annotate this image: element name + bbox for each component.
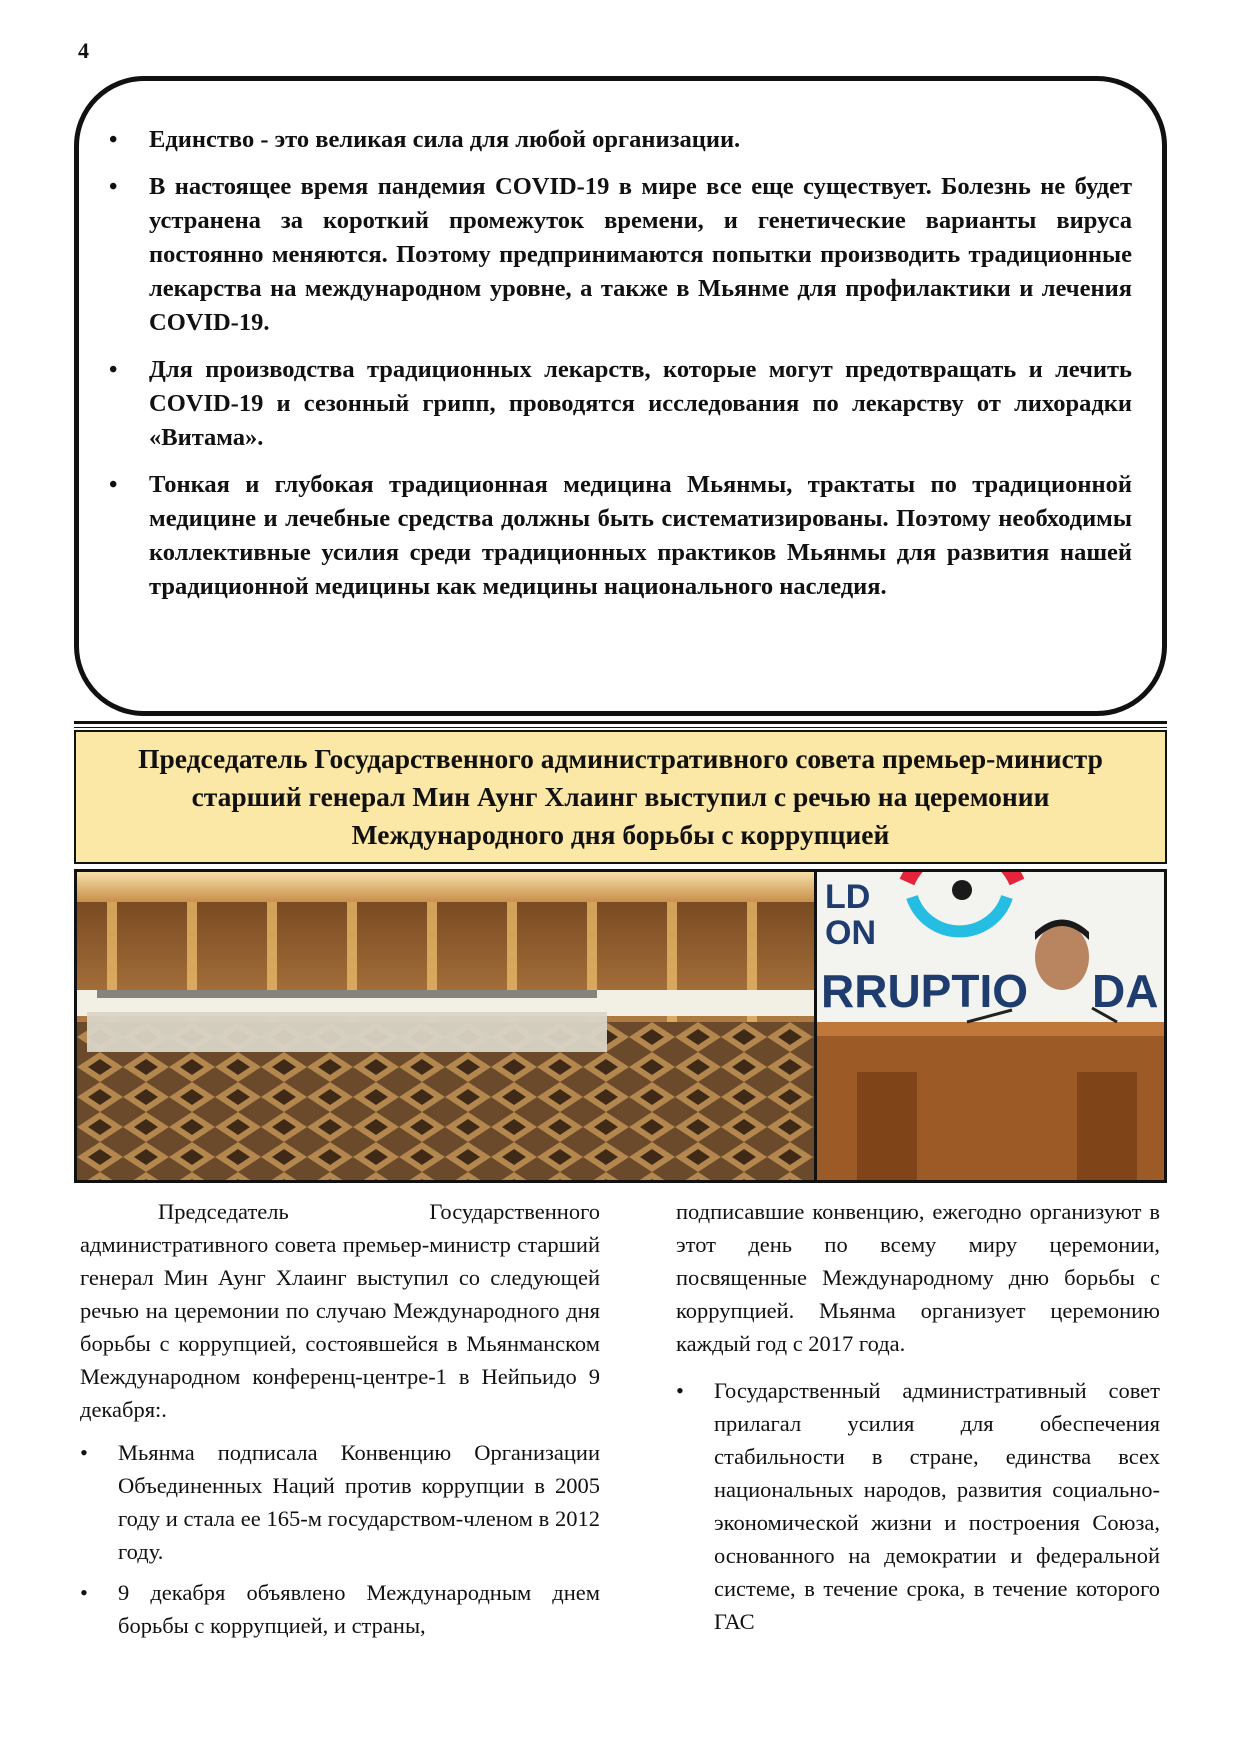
banner-text: RRUPTIO	[821, 965, 1028, 1017]
article-bullet-item: • Мьянма подписала Конвенцию Организации Объединенных Наций против коррупции в 2005 году и стала ее 165-м государством-членом в 2012 году.	[118, 1436, 600, 1568]
headline-box	[74, 730, 1167, 864]
article-intro-paragraph: Председатель Государственного административного совета премьер-министр старший генерал Мин Аунг Хлаинг выступил со следующей речью на церемонии по случаю Международного дня борьбы с коррупцией, состоявшейся в Мьянманском Международном конференц-центре-1 в Нейпьидо 9 декабря:.	[80, 1199, 600, 1422]
article-headline: Председатель Государственного административного совета премьер-министр старший генерал Мин Аунг Хлаинг выступил с речью на церемонии Международного дня борьбы с коррупцией	[138, 743, 1103, 850]
key-points-box	[74, 76, 1167, 716]
podium	[817, 1022, 1164, 1180]
key-points-list	[149, 123, 1132, 617]
article-column-left	[80, 1195, 600, 1650]
page-number: 4	[78, 38, 89, 63]
article-bullet-item: • 9 декабря объявлено Международным днем борьбы с коррупцией, и страны,	[118, 1576, 600, 1642]
key-point-item: • Единство - это великая сила для любой организации.	[149, 123, 1132, 157]
banner-text: DA	[1092, 965, 1159, 1017]
article-continuation-paragraph: подписавшие конвенцию, ежегодно организуют в этот день по всему миру церемонии, посвященные Международному дню борьбы с коррупцией. Мьянма организует церемонию каждый год с 2017 года.	[676, 1199, 1160, 1356]
key-point-item: • В настоящее время пандемия COVID-19 в мире все еще существует. Болезнь не будет устранена за короткий промежуток времени, и генетические варианты вируса постоянно меняются. Поэтому предпринимаются попытки производить традиционные лекарства на международном уровне, а также в Мьянме для профилактики и лечения COVID-19.	[149, 170, 1132, 340]
photo-strip	[74, 869, 1167, 1183]
article-bullet-list	[80, 1436, 600, 1642]
key-point-item: • Для производства традиционных лекарств, которые могут предотвращать и лечить COVID-19 и сезонный грипп, проводятся исследования по лекарству от лихорадки «Витама».	[149, 353, 1132, 455]
conference-hall-photo	[77, 872, 814, 1180]
article-column-right	[676, 1195, 1160, 1646]
key-point-item: • Тонкая и глубокая традиционная медицина Мьянмы, трактаты по традиционной медицине и лечебные средства должны быть систематизированы. Поэтому необходимы коллективные усилия среди традиционных практиков Мьянмы для развития нашей традиционной медицины как медицины национального наследия.	[149, 468, 1132, 604]
banner-text: ON	[825, 914, 876, 952]
article-bullet-list	[676, 1374, 1160, 1638]
section-divider	[74, 721, 1167, 728]
article-bullet-item: • Государственный административный совет прилагал усилия для обеспечения стабильности в стране, единства всех национальных народов, развития социально-экономической жизни и построения Союза, основанного на демократии и федеральной системе, в течение срока, в течение которого ГАС	[714, 1374, 1160, 1638]
banner-text: LD	[825, 878, 871, 916]
speaker-photo	[817, 872, 1164, 1180]
